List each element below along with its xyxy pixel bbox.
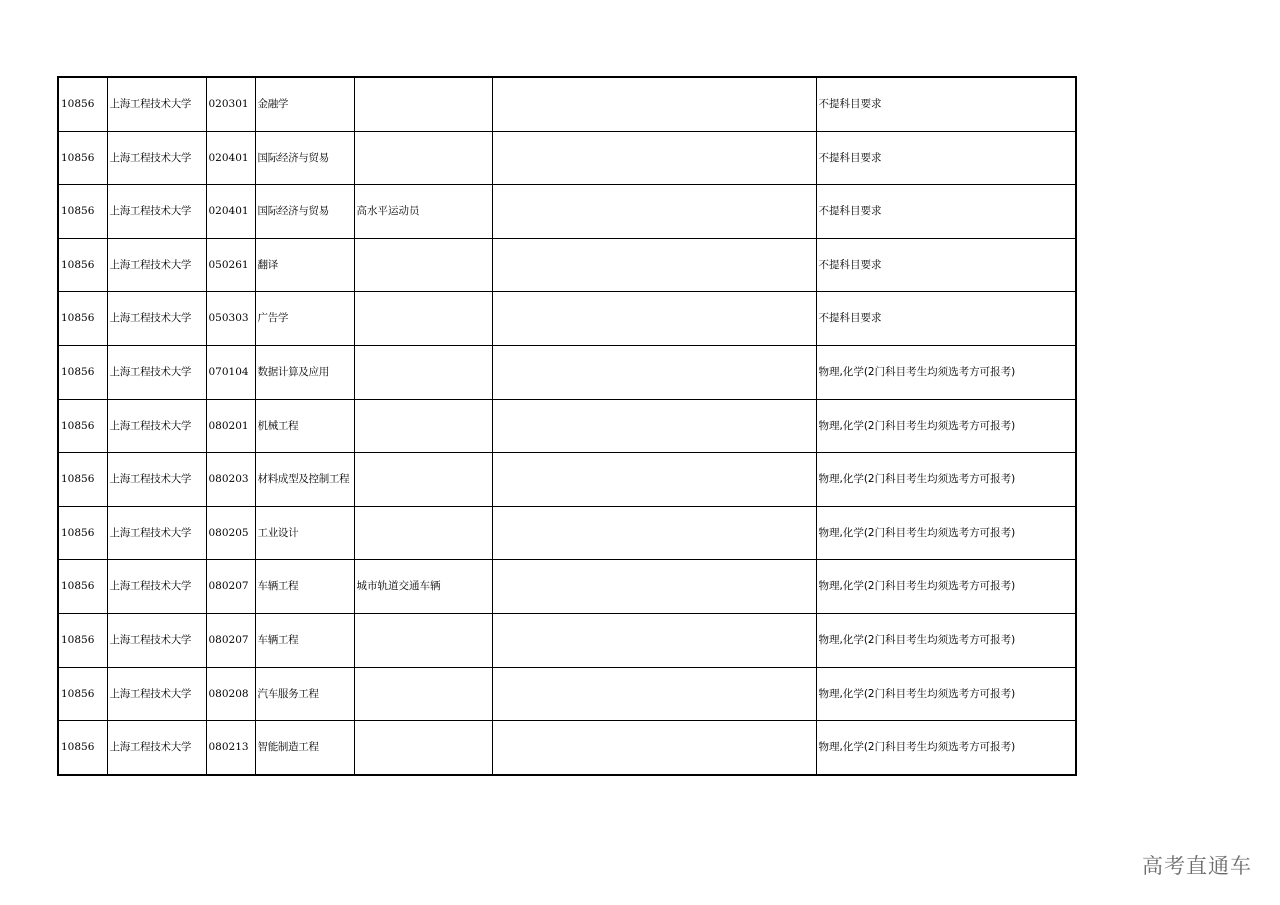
blank-cell <box>492 77 816 131</box>
note-cell <box>354 667 492 721</box>
school-name-cell: 上海工程技术大学 <box>107 667 206 721</box>
school-name-cell: 上海工程技术大学 <box>107 506 206 560</box>
major-name-cell: 数据计算及应用 <box>255 345 354 399</box>
note-cell <box>354 131 492 185</box>
major-name-cell: 汽车服务工程 <box>255 667 354 721</box>
blank-cell <box>492 506 816 560</box>
note-cell <box>354 77 492 131</box>
major-code-cell: 080205 <box>206 506 255 560</box>
subject-requirement-cell: 不提科目要求 <box>816 238 1076 292</box>
blank-cell <box>492 185 816 239</box>
blank-cell <box>492 613 816 667</box>
school-code-cell: 10856 <box>58 560 107 614</box>
major-code-cell: 080208 <box>206 667 255 721</box>
school-code-cell: 10856 <box>58 292 107 346</box>
table-row <box>58 238 1076 292</box>
blank-cell <box>492 238 816 292</box>
school-code-cell: 10856 <box>58 613 107 667</box>
major-name-cell: 机械工程 <box>255 399 354 453</box>
table-row <box>58 506 1076 560</box>
note-cell <box>354 399 492 453</box>
school-code-cell: 10856 <box>58 667 107 721</box>
subject-requirement-cell: 物理,化学(2门科目考生均须选考方可报考) <box>816 345 1076 399</box>
school-name-cell: 上海工程技术大学 <box>107 238 206 292</box>
school-name-cell: 上海工程技术大学 <box>107 560 206 614</box>
blank-cell <box>492 131 816 185</box>
table-row <box>58 667 1076 721</box>
subject-requirement-cell: 物理,化学(2门科目考生均须选考方可报考) <box>816 613 1076 667</box>
note-cell <box>354 506 492 560</box>
table-row <box>58 292 1076 346</box>
school-code-cell: 10856 <box>58 77 107 131</box>
table-row <box>58 131 1076 185</box>
major-name-cell: 翻译 <box>255 238 354 292</box>
major-name-cell: 国际经济与贸易 <box>255 185 354 239</box>
major-name-cell: 广告学 <box>255 292 354 346</box>
school-name-cell: 上海工程技术大学 <box>107 613 206 667</box>
school-code-cell: 10856 <box>58 345 107 399</box>
subject-requirement-cell: 不提科目要求 <box>816 185 1076 239</box>
blank-cell <box>492 292 816 346</box>
school-code-cell: 10856 <box>58 185 107 239</box>
subject-requirement-cell: 不提科目要求 <box>816 292 1076 346</box>
table-row <box>58 560 1076 614</box>
school-code-cell: 10856 <box>58 131 107 185</box>
blank-cell <box>492 560 816 614</box>
major-name-cell: 工业设计 <box>255 506 354 560</box>
school-name-cell: 上海工程技术大学 <box>107 721 206 775</box>
school-name-cell: 上海工程技术大学 <box>107 185 206 239</box>
subject-requirement-cell: 物理,化学(2门科目考生均须选考方可报考) <box>816 560 1076 614</box>
table-row <box>58 77 1076 131</box>
subject-requirement-cell: 物理,化学(2门科目考生均须选考方可报考) <box>816 721 1076 775</box>
major-code-cell: 080207 <box>206 560 255 614</box>
blank-cell <box>492 721 816 775</box>
table-row <box>58 399 1076 453</box>
subject-requirement-cell: 不提科目要求 <box>816 77 1076 131</box>
major-name-cell: 材料成型及控制工程 <box>255 453 354 507</box>
major-name-cell: 车辆工程 <box>255 613 354 667</box>
note-cell <box>354 345 492 399</box>
school-code-cell: 10856 <box>58 399 107 453</box>
major-code-cell: 070104 <box>206 345 255 399</box>
school-code-cell: 10856 <box>58 721 107 775</box>
note-cell <box>354 238 492 292</box>
note-cell <box>354 721 492 775</box>
admission-table <box>57 76 1077 776</box>
subject-requirement-cell: 物理,化学(2门科目考生均须选考方可报考) <box>816 453 1076 507</box>
note-cell <box>354 613 492 667</box>
subject-requirement-cell: 物理,化学(2门科目考生均须选考方可报考) <box>816 399 1076 453</box>
major-name-cell: 智能制造工程 <box>255 721 354 775</box>
school-name-cell: 上海工程技术大学 <box>107 131 206 185</box>
blank-cell <box>492 667 816 721</box>
table-row <box>58 453 1076 507</box>
school-code-cell: 10856 <box>58 453 107 507</box>
subject-requirement-cell: 物理,化学(2门科目考生均须选考方可报考) <box>816 506 1076 560</box>
note-cell <box>354 292 492 346</box>
major-code-cell: 080213 <box>206 721 255 775</box>
major-code-cell: 020401 <box>206 131 255 185</box>
major-code-cell: 080201 <box>206 399 255 453</box>
table-row <box>58 721 1076 775</box>
table-row <box>58 185 1076 239</box>
table-body <box>58 77 1076 775</box>
major-code-cell: 020301 <box>206 77 255 131</box>
watermark-text: 高考直通车 <box>1142 854 1252 878</box>
note-cell: 高水平运动员 <box>354 185 492 239</box>
subject-requirement-cell: 物理,化学(2门科目考生均须选考方可报考) <box>816 667 1076 721</box>
note-cell: 城市轨道交通车辆 <box>354 560 492 614</box>
school-name-cell: 上海工程技术大学 <box>107 292 206 346</box>
school-name-cell: 上海工程技术大学 <box>107 453 206 507</box>
school-code-cell: 10856 <box>58 506 107 560</box>
major-code-cell: 020401 <box>206 185 255 239</box>
blank-cell <box>492 399 816 453</box>
school-name-cell: 上海工程技术大学 <box>107 399 206 453</box>
major-code-cell: 080203 <box>206 453 255 507</box>
note-cell <box>354 453 492 507</box>
major-code-cell: 080207 <box>206 613 255 667</box>
school-code-cell: 10856 <box>58 238 107 292</box>
school-name-cell: 上海工程技术大学 <box>107 77 206 131</box>
major-name-cell: 国际经济与贸易 <box>255 131 354 185</box>
major-name-cell: 金融学 <box>255 77 354 131</box>
major-code-cell: 050261 <box>206 238 255 292</box>
blank-cell <box>492 345 816 399</box>
major-name-cell: 车辆工程 <box>255 560 354 614</box>
school-name-cell: 上海工程技术大学 <box>107 345 206 399</box>
subject-requirement-cell: 不提科目要求 <box>816 131 1076 185</box>
blank-cell <box>492 453 816 507</box>
table-row <box>58 345 1076 399</box>
table-row <box>58 613 1076 667</box>
major-code-cell: 050303 <box>206 292 255 346</box>
